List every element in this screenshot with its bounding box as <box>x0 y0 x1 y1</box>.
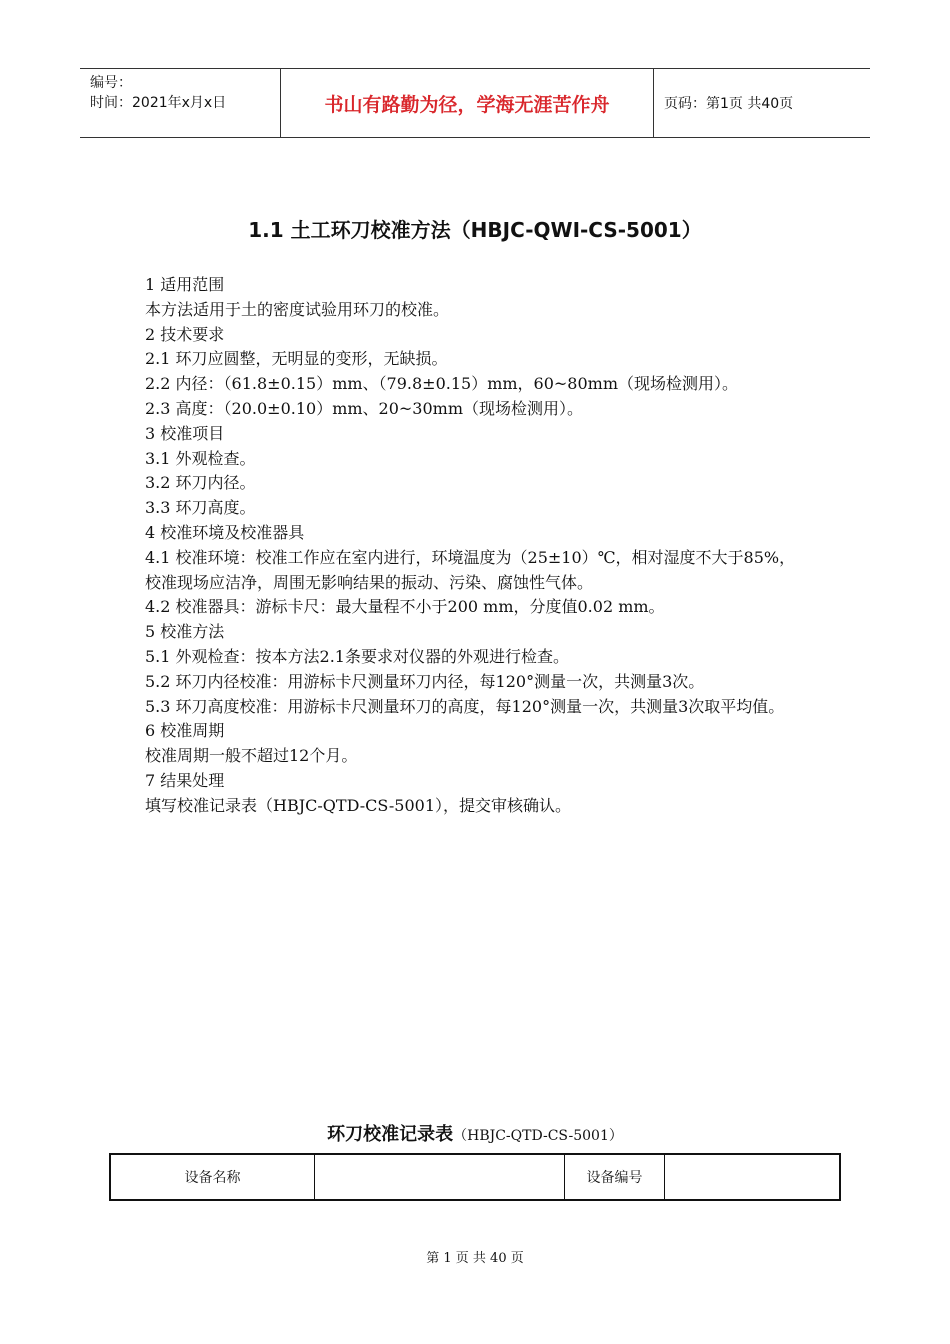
paragraph: 3 校准项目 <box>145 423 225 443</box>
paragraph: 7 结果处理 <box>145 770 225 790</box>
page-header <box>80 68 870 138</box>
paragraph: 5.3 环刀高度校准：用游标卡尺测量环刀的高度，每120°测量一次，共测量3次取平均值。 <box>145 696 785 716</box>
header-page-info: 页码：第1页 共40页 <box>664 96 794 112</box>
paragraph: 本方法适用于土的密度试验用环刀的校准。 <box>145 299 450 319</box>
paragraph: 填写校准记录表（HBJC-QTD-CS-5001），提交审核确认。 <box>145 795 572 815</box>
document-body <box>145 273 810 819</box>
record-table <box>109 1153 841 1201</box>
paragraph: 5.1 外观检查：按本方法2.1条要求对仪器的外观进行检查。 <box>145 646 569 666</box>
paragraph: 6 校准周期 <box>145 721 225 741</box>
paragraph: 5.2 环刀内径校准：用游标卡尺测量环刀内径，每120°测量一次，共测量3次。 <box>145 671 705 691</box>
time-label: 时间：2021年x月x日 <box>90 95 227 111</box>
paragraph: 2.1 环刀应圆整，无明显的变形，无缺损。 <box>145 349 448 369</box>
paragraph: 2.3 高度：（20.0±0.10）mm、20~30mm（现场检测用）。 <box>145 398 584 418</box>
paragraph: 4 校准环境及校准器具 <box>145 522 305 542</box>
paragraph: 3.3 环刀高度。 <box>145 498 256 518</box>
paragraph: 5 校准方法 <box>145 622 225 642</box>
paragraph: 2 技术要求 <box>145 324 225 344</box>
table-row <box>110 1154 840 1200</box>
record-title-main: 环刀校准记录表 <box>327 1124 454 1145</box>
paragraph: 校准周期一般不超过12个月。 <box>145 746 358 766</box>
number-label: 编号： <box>90 75 132 91</box>
paragraph: 2.2 内径：（61.8±0.15）mm、（79.8±0.15）mm，60~80mm（现场检测用）。 <box>145 374 739 394</box>
header-meta <box>80 69 281 137</box>
device-number-label: 设备编号 <box>565 1154 665 1200</box>
paragraph: 3.1 外观检查。 <box>145 448 256 468</box>
document-title: 1.1 土工环刀校准方法（HBJC-QWI-CS-5001） <box>248 218 702 242</box>
device-name-label: 设备名称 <box>110 1154 315 1200</box>
paragraph: 1 适用范围 <box>145 275 225 294</box>
header-motto: 书山有路勤为径，学海无涯苦作舟 <box>281 69 654 137</box>
paragraph: 3.2 环刀内径。 <box>145 473 256 493</box>
page-footer: 第 1 页 共 40 页 <box>426 1251 524 1266</box>
device-name-value[interactable] <box>315 1154 565 1200</box>
device-number-value[interactable] <box>665 1154 841 1200</box>
record-title-code: （HBJC-QTD-CS-5001） <box>453 1128 623 1144</box>
paragraph: 4.2 校准器具：游标卡尺：最大量程不小于200 mm，分度值0.02 mm。 <box>145 597 665 617</box>
record-table-title <box>0 1120 950 1146</box>
paragraph: 4.1 校准环境：校准工作应在室内进行，环境温度为（25±10）℃，相对湿度不大于85%，校准现场应洁净，周围无影响结果的振动、污染、腐蚀性气体。 <box>145 547 796 592</box>
